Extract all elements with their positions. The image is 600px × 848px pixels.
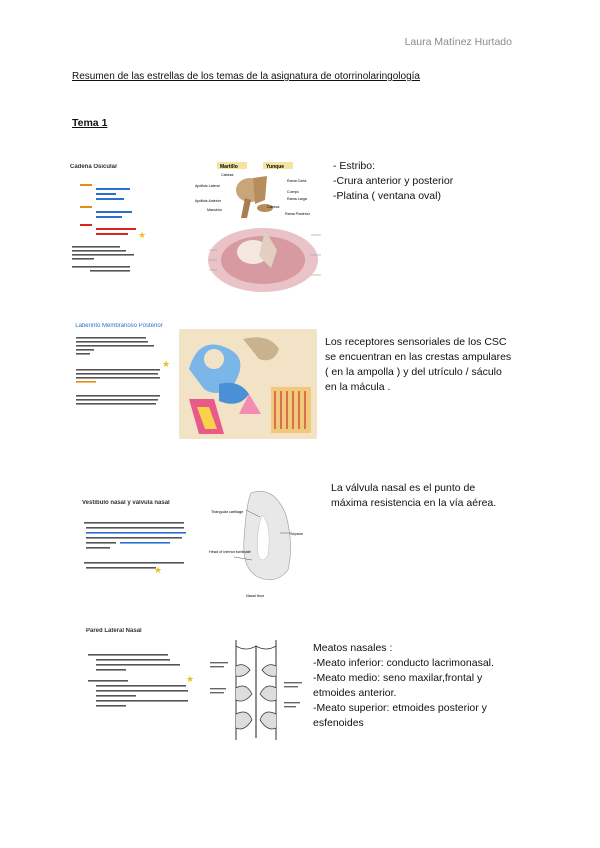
note-line: -Crura anterior y posterior [333,174,454,187]
section-heading: Tema 1 [72,117,108,129]
svg-text:★: ★ [138,230,147,240]
slide-vestibulo-nasal [82,500,194,588]
slide-heading: Cadena Osicular [70,164,118,170]
note-line: -Meato superior: etmoides posterior y [313,701,487,714]
note-line: etmoides anterior. [313,686,397,699]
slide-heading: Laberinto Membranoso Posterior [75,323,163,329]
label-inferior-turbinate: Head of inferior turbinate [209,550,251,554]
label-martillo: Martillo [220,164,238,170]
ossicle-illustration [195,160,330,295]
figure-vestibulo-nasal [206,485,326,610]
label-yunque: Yunque [266,164,285,170]
slide-cadena-osicular [70,164,185,289]
author-name: Laura Matínez Hurtado [404,36,512,48]
slide-text-lines [82,506,194,584]
svg-text:★: ★ [186,674,195,684]
label-septum: Septum [290,532,304,536]
note-line: se encuentran en las crestas ampulares [325,350,512,363]
note-line: Meatos nasales : [313,642,393,654]
note-valvula-nasal [331,481,496,511]
slide-text-lines [86,634,201,744]
label-apofisis-anterior: Apófisis Anterior [195,199,221,203]
note-line: -Platina ( ventana oval) [333,189,441,202]
slide-pared-lateral-nasal [86,628,201,748]
label-cabeza-martillo: Cabeza [221,173,234,177]
note-line: en la mácula . [325,380,391,393]
note-meatos-nasales [313,641,494,730]
slide-text-lines [74,329,174,439]
note-line: Los receptores sensoriales de los CSC [325,336,507,348]
slide-text-lines [70,170,185,285]
note-line: - Estribo: [333,160,376,172]
note-estribo [333,159,453,204]
labyrinth-illustration [179,329,317,439]
label-rama-corta: Rama Corta [287,179,307,183]
label-rama-larga: Rama Larga [287,197,307,201]
label-rama-posterior: Rama Posterior [285,212,310,216]
figure-laberinto [179,329,317,439]
svg-text:★: ★ [154,565,163,575]
note-line: La válvula nasal es el punto de [331,482,476,494]
label-nasal-floor: Nasal floor [246,594,265,598]
note-line: -Meato medio: seno maxilar,frontal y [313,671,483,684]
slide-laberinto [74,323,174,453]
nasal-wall-illustration [206,636,306,746]
label-cabeza-estribo: Cabeza [267,205,280,209]
label-apofisis-lateral: Apófisis Lateral [195,184,220,188]
nasal-vestibule-illustration [206,485,326,610]
note-line: ( en la ampolla ) y del utrículo / sáculo [325,365,502,378]
figure-pared-lateral [206,636,306,746]
figure-cadena-osicular [195,160,330,295]
note-receptores-csc [325,335,511,395]
note-line: máxima resistencia en la vía aérea. [331,496,497,509]
label-cuerpo: Cuerpo [287,190,299,194]
document-title: Resumen de las estrellas de los temas de la asignatura de otorrinolaringología [72,71,420,82]
svg-text:★: ★ [162,359,171,369]
slide-heading: Pared Lateral Nasal [86,628,142,634]
slide-heading: Vestíbulo nasal y válvula nasal [82,500,170,506]
note-line: esfenoides [313,716,364,729]
label-manubrio: Manubrio [207,208,222,212]
label-triangular-cartilage: Triangular cartilage [211,510,244,514]
note-line: -Meato inferior: conducto lacrimonasal. [313,656,494,669]
